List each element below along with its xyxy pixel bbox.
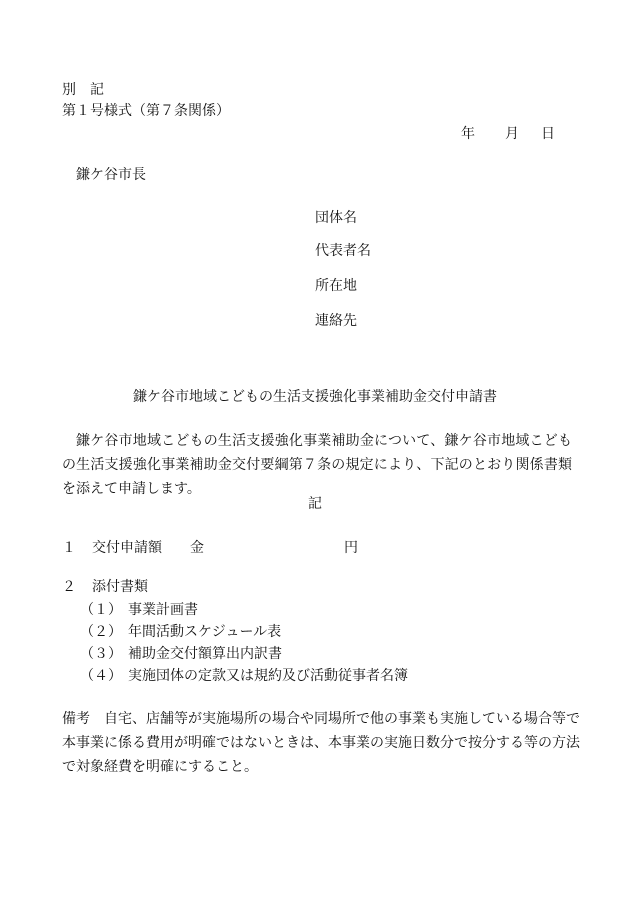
item-1-kin: 金: [190, 540, 204, 556]
form-label: 第１号様式（第７条関係）: [62, 103, 230, 119]
attachment-item: [80, 644, 282, 664]
date-day: 日: [541, 126, 555, 142]
attachment-number: （１）: [80, 602, 122, 618]
field-contact: 連絡先: [315, 313, 357, 329]
remarks-label: 備考: [62, 711, 90, 727]
attachment-item: [80, 666, 408, 686]
ki-label: 記: [308, 496, 322, 512]
attachment-number: （４）: [80, 668, 122, 684]
field-address: 所在地: [315, 278, 357, 294]
date-month: 月: [505, 126, 519, 142]
date-year: 年: [461, 126, 475, 142]
item-1-label: 交付申請額: [92, 540, 162, 556]
body-paragraph: 鎌ケ谷市地域こどもの生活支援強化事業補助金について、鎌ケ谷市地域こどもの生活支援強化事業補助金交付要綱第７条の規定により、下記のとおり関係書類を添えて申請します。: [62, 433, 572, 497]
field-representative-name: 代表者名: [315, 243, 371, 259]
attachment-item: [80, 600, 198, 620]
attachment-number: （２）: [80, 624, 122, 640]
attachment-text: 年間活動スケジュール表: [128, 624, 282, 640]
attachment-text: 事業計画書: [128, 602, 198, 618]
item-2-number: ２: [62, 579, 76, 595]
attachment-text: 補助金交付額算出内訳書: [128, 646, 282, 662]
bekki-label: 別 記: [62, 82, 104, 98]
item-1-yen: 円: [344, 540, 358, 556]
document-title: 鎌ケ谷市地域こどもの生活支援強化事業補助金交付申請書: [133, 389, 497, 405]
item-2-label: 添付書類: [92, 579, 148, 595]
remarks: [62, 707, 582, 779]
remarks-text: 自宅、店舗等が実施場所の場合や同場所で他の事業も実施している場合等で本事業に係る費用が明確ではないときは、本事業の実施日数分で按分する等の方法で対象経費を明確にすること。: [62, 711, 580, 775]
field-organization-name: 団体名: [315, 210, 357, 226]
addressee: 鎌ケ谷市長: [76, 167, 146, 183]
date-line: [461, 124, 555, 144]
attachment-text: 実施団体の定款又は規約及び活動従事者名簿: [128, 668, 408, 684]
attachment-item: [80, 622, 281, 642]
item-1-number: １: [62, 540, 76, 556]
attachment-number: （３）: [80, 646, 122, 662]
